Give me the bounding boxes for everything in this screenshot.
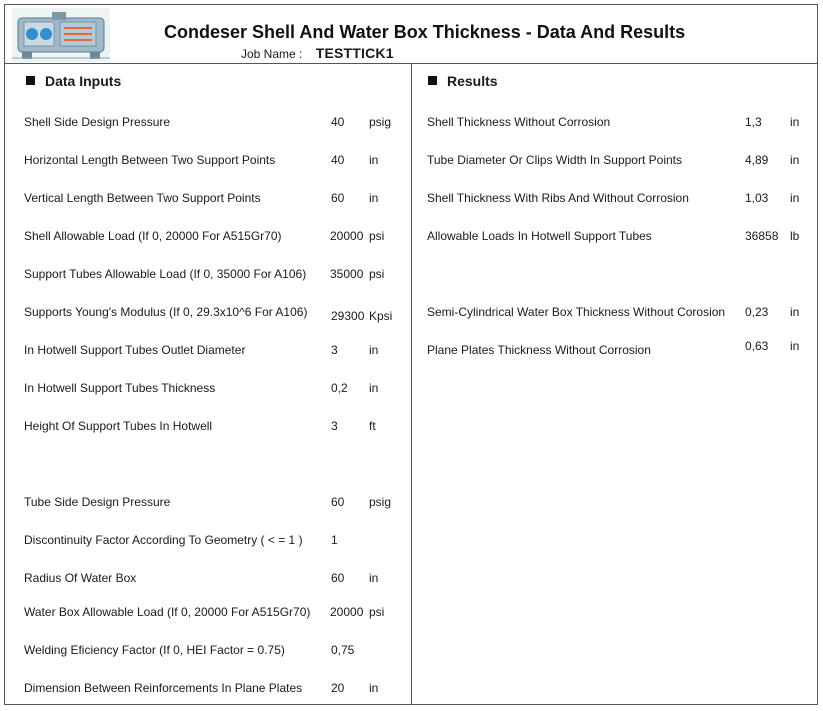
- result-unit: in: [790, 115, 800, 129]
- result-unit: in: [790, 339, 800, 353]
- input-value: 3: [331, 419, 338, 433]
- result-value: 0,23: [745, 305, 769, 319]
- input-value: 1: [331, 533, 338, 547]
- input-label: Water Box Allowable Load (If 0, 20000 For A515Gr70): [24, 605, 311, 619]
- result-label: Semi-Cylindrical Water Box Thickness Without Corosion: [427, 305, 726, 319]
- input-label: In Hotwell Support Tubes Outlet Diameter: [24, 343, 246, 357]
- input-value: 20000: [330, 229, 364, 243]
- input-label: Height Of Support Tubes In Hotwell: [24, 419, 213, 433]
- input-unit: ft: [369, 419, 376, 433]
- result-label: Tube Diameter Or Clips Width In Support Points: [427, 153, 682, 167]
- page-title: Condeser Shell And Water Box Thickness - Data And Results: [164, 22, 686, 42]
- input-label: Horizontal Length Between Two Support Points: [24, 153, 276, 167]
- result-value: 1,3: [745, 115, 762, 129]
- result-unit: in: [790, 153, 800, 167]
- result-unit: in: [790, 191, 800, 205]
- result-unit: lb: [790, 229, 800, 243]
- bullet-square-icon: [428, 76, 437, 85]
- input-unit: in: [369, 153, 379, 167]
- input-label: Tube Side Design Pressure: [24, 495, 171, 509]
- input-label: Vertical Length Between Two Support Points: [24, 191, 261, 205]
- report-header: [4, 4, 818, 64]
- job-name-label: Job Name :: [241, 47, 303, 61]
- result-label: Shell Thickness Without Corrosion: [427, 115, 611, 129]
- input-unit: in: [369, 343, 379, 357]
- result-unit: in: [790, 305, 800, 319]
- result-value: 0,63: [745, 339, 769, 353]
- input-value: 35000: [330, 267, 364, 281]
- input-unit: Kpsi: [369, 309, 393, 323]
- results-heading: [428, 73, 498, 89]
- result-label: Allowable Loads In Hotwell Support Tubes: [427, 229, 652, 243]
- input-value: 40: [331, 153, 345, 167]
- input-value: 60: [331, 191, 345, 205]
- result-label: Plane Plates Thickness Without Corrosion: [427, 343, 651, 357]
- data-inputs-heading-text: Data Inputs: [45, 73, 122, 89]
- input-unit: psi: [369, 229, 385, 243]
- input-value: 40: [331, 115, 345, 129]
- input-label: Shell Side Design Pressure: [24, 115, 171, 129]
- input-unit: in: [369, 681, 379, 695]
- input-value: 0,2: [331, 381, 348, 395]
- input-label: Supports Young's Modulus (If 0, 29.3x10^6 For A106): [24, 305, 308, 319]
- job-name-row: [241, 45, 394, 61]
- result-value: 1,03: [745, 191, 769, 205]
- column-divider: [411, 64, 412, 705]
- input-label: Welding Eficiency Factor (If 0, HEI Factor = 0.75): [24, 643, 285, 657]
- results-heading-text: Results: [447, 73, 498, 89]
- result-value: 36858: [745, 229, 779, 243]
- bullet-square-icon: [26, 76, 35, 85]
- result-value: 4,89: [745, 153, 769, 167]
- input-value: 20000: [330, 605, 364, 619]
- input-unit: in: [369, 571, 379, 585]
- input-label: Shell Allowable Load (If 0, 20000 For A515Gr70): [24, 229, 282, 243]
- input-value: 29300: [331, 309, 365, 323]
- input-label: Radius Of Water Box: [24, 571, 137, 585]
- job-name-value: TESTTICK1: [315, 45, 394, 61]
- input-value: 60: [331, 495, 345, 509]
- input-label: Dimension Between Reinforcements In Plane Plates: [24, 681, 303, 695]
- input-label: Discontinuity Factor According To Geometry ( < = 1 ): [24, 533, 303, 547]
- input-label: Support Tubes Allowable Load (If 0, 35000 For A106): [24, 267, 307, 281]
- condenser-machine-icon: [12, 8, 110, 62]
- input-unit: psig: [369, 115, 392, 129]
- input-label: In Hotwell Support Tubes Thickness: [24, 381, 216, 395]
- input-unit: psi: [369, 605, 385, 619]
- input-value: 3: [331, 343, 338, 357]
- input-value: 20: [331, 681, 345, 695]
- result-label: Shell Thickness With Ribs And Without Corrosion: [427, 191, 689, 205]
- input-value: 0,75: [331, 643, 355, 657]
- input-unit: psi: [369, 267, 385, 281]
- input-unit: psig: [369, 495, 392, 509]
- data-inputs-heading: [26, 73, 121, 89]
- input-value: 60: [331, 571, 345, 585]
- input-unit: in: [369, 381, 379, 395]
- input-unit: in: [369, 191, 379, 205]
